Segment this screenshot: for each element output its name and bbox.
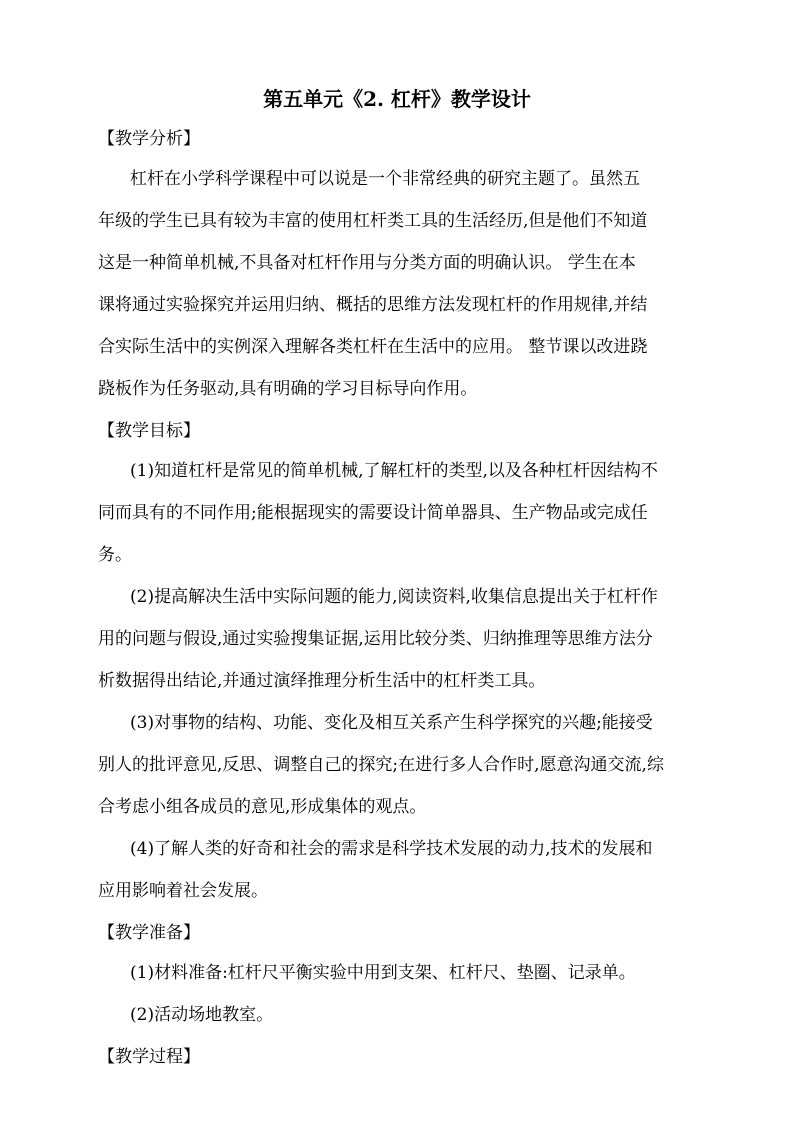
document-title: 第五单元《2. 杠杆》教学设计 — [263, 87, 531, 111]
paragraph-line: 课将通过实验探究并运用归纳、概括的思维方法发现杠杆的作用规律,并结 — [98, 295, 648, 315]
paragraph-line: 合实际生活中的实例深入理解各类杠杆在生活中的应用。 整节课以改进跷 — [98, 337, 648, 357]
section-heading-preparation: 【教学准备】 — [98, 923, 200, 943]
objective-item-line: (4)了解人类的好奇和社会的需求是科学技术发展的动力,技术的发展和 — [130, 839, 653, 859]
paragraph-line: 年级的学生已具有较为丰富的使用杠杆类工具的生活经历,但是他们不知道 — [98, 211, 648, 231]
objective-item-line: (2)提高解决生活中实际问题的能力,阅读资料,收集信息提出关于杠杆作 — [130, 587, 658, 607]
section-heading-process: 【教学过程】 — [98, 1047, 200, 1067]
objective-item-line: 析数据得出结论,并通过演绎推理分析生活中的杠杆类工具。 — [98, 671, 546, 691]
paragraph-line: 杠杆在小学科学课程中可以说是一个非常经典的研究主题了。虽然五 — [130, 169, 640, 189]
preparation-item-line: (1)材料准备:杠杆尺平衡实验中用到支架、杠杆尺、垫圈、记录单。 — [130, 963, 636, 983]
section-heading-analysis: 【教学分析】 — [98, 129, 200, 149]
objective-item-line: 合考虑小组各成员的意见,形成集体的观点。 — [98, 797, 427, 817]
objective-item-line: 同而具有的不同作用;能根据现实的需要设计简单器具、生产物品或完成任 — [98, 503, 648, 523]
preparation-item-line: (2)活动场地教室。 — [130, 1005, 274, 1025]
objective-item-line: 用的问题与假设,通过实验搜集证据,运用比较分类、归纳推理等思维方法分 — [98, 629, 653, 649]
objective-item-line: (3)对事物的结构、功能、变化及相互关系产生科学探究的兴趣;能接受 — [130, 713, 653, 733]
objective-item-line: (1)知道杠杆是常见的简单机械,了解杠杆的类型,以及各种杠杆因结构不 — [130, 461, 658, 481]
section-heading-objectives: 【教学目标】 — [98, 421, 200, 441]
objective-item-line: 应用影响着社会发展。 — [98, 881, 268, 901]
objective-item-line: 务。 — [98, 545, 132, 565]
objective-item-line: 别人的批评意见,反思、调整自己的探究;在进行多人合作时,愿意沟通交流,综 — [98, 755, 664, 775]
paragraph-line: 这是一种简单机械,不具备对杠杆作用与分类方面的明确认识。 学生在本 — [98, 253, 636, 273]
paragraph-line: 跷板作为任务驱动,具有明确的学习目标导向作用。 — [98, 379, 478, 399]
